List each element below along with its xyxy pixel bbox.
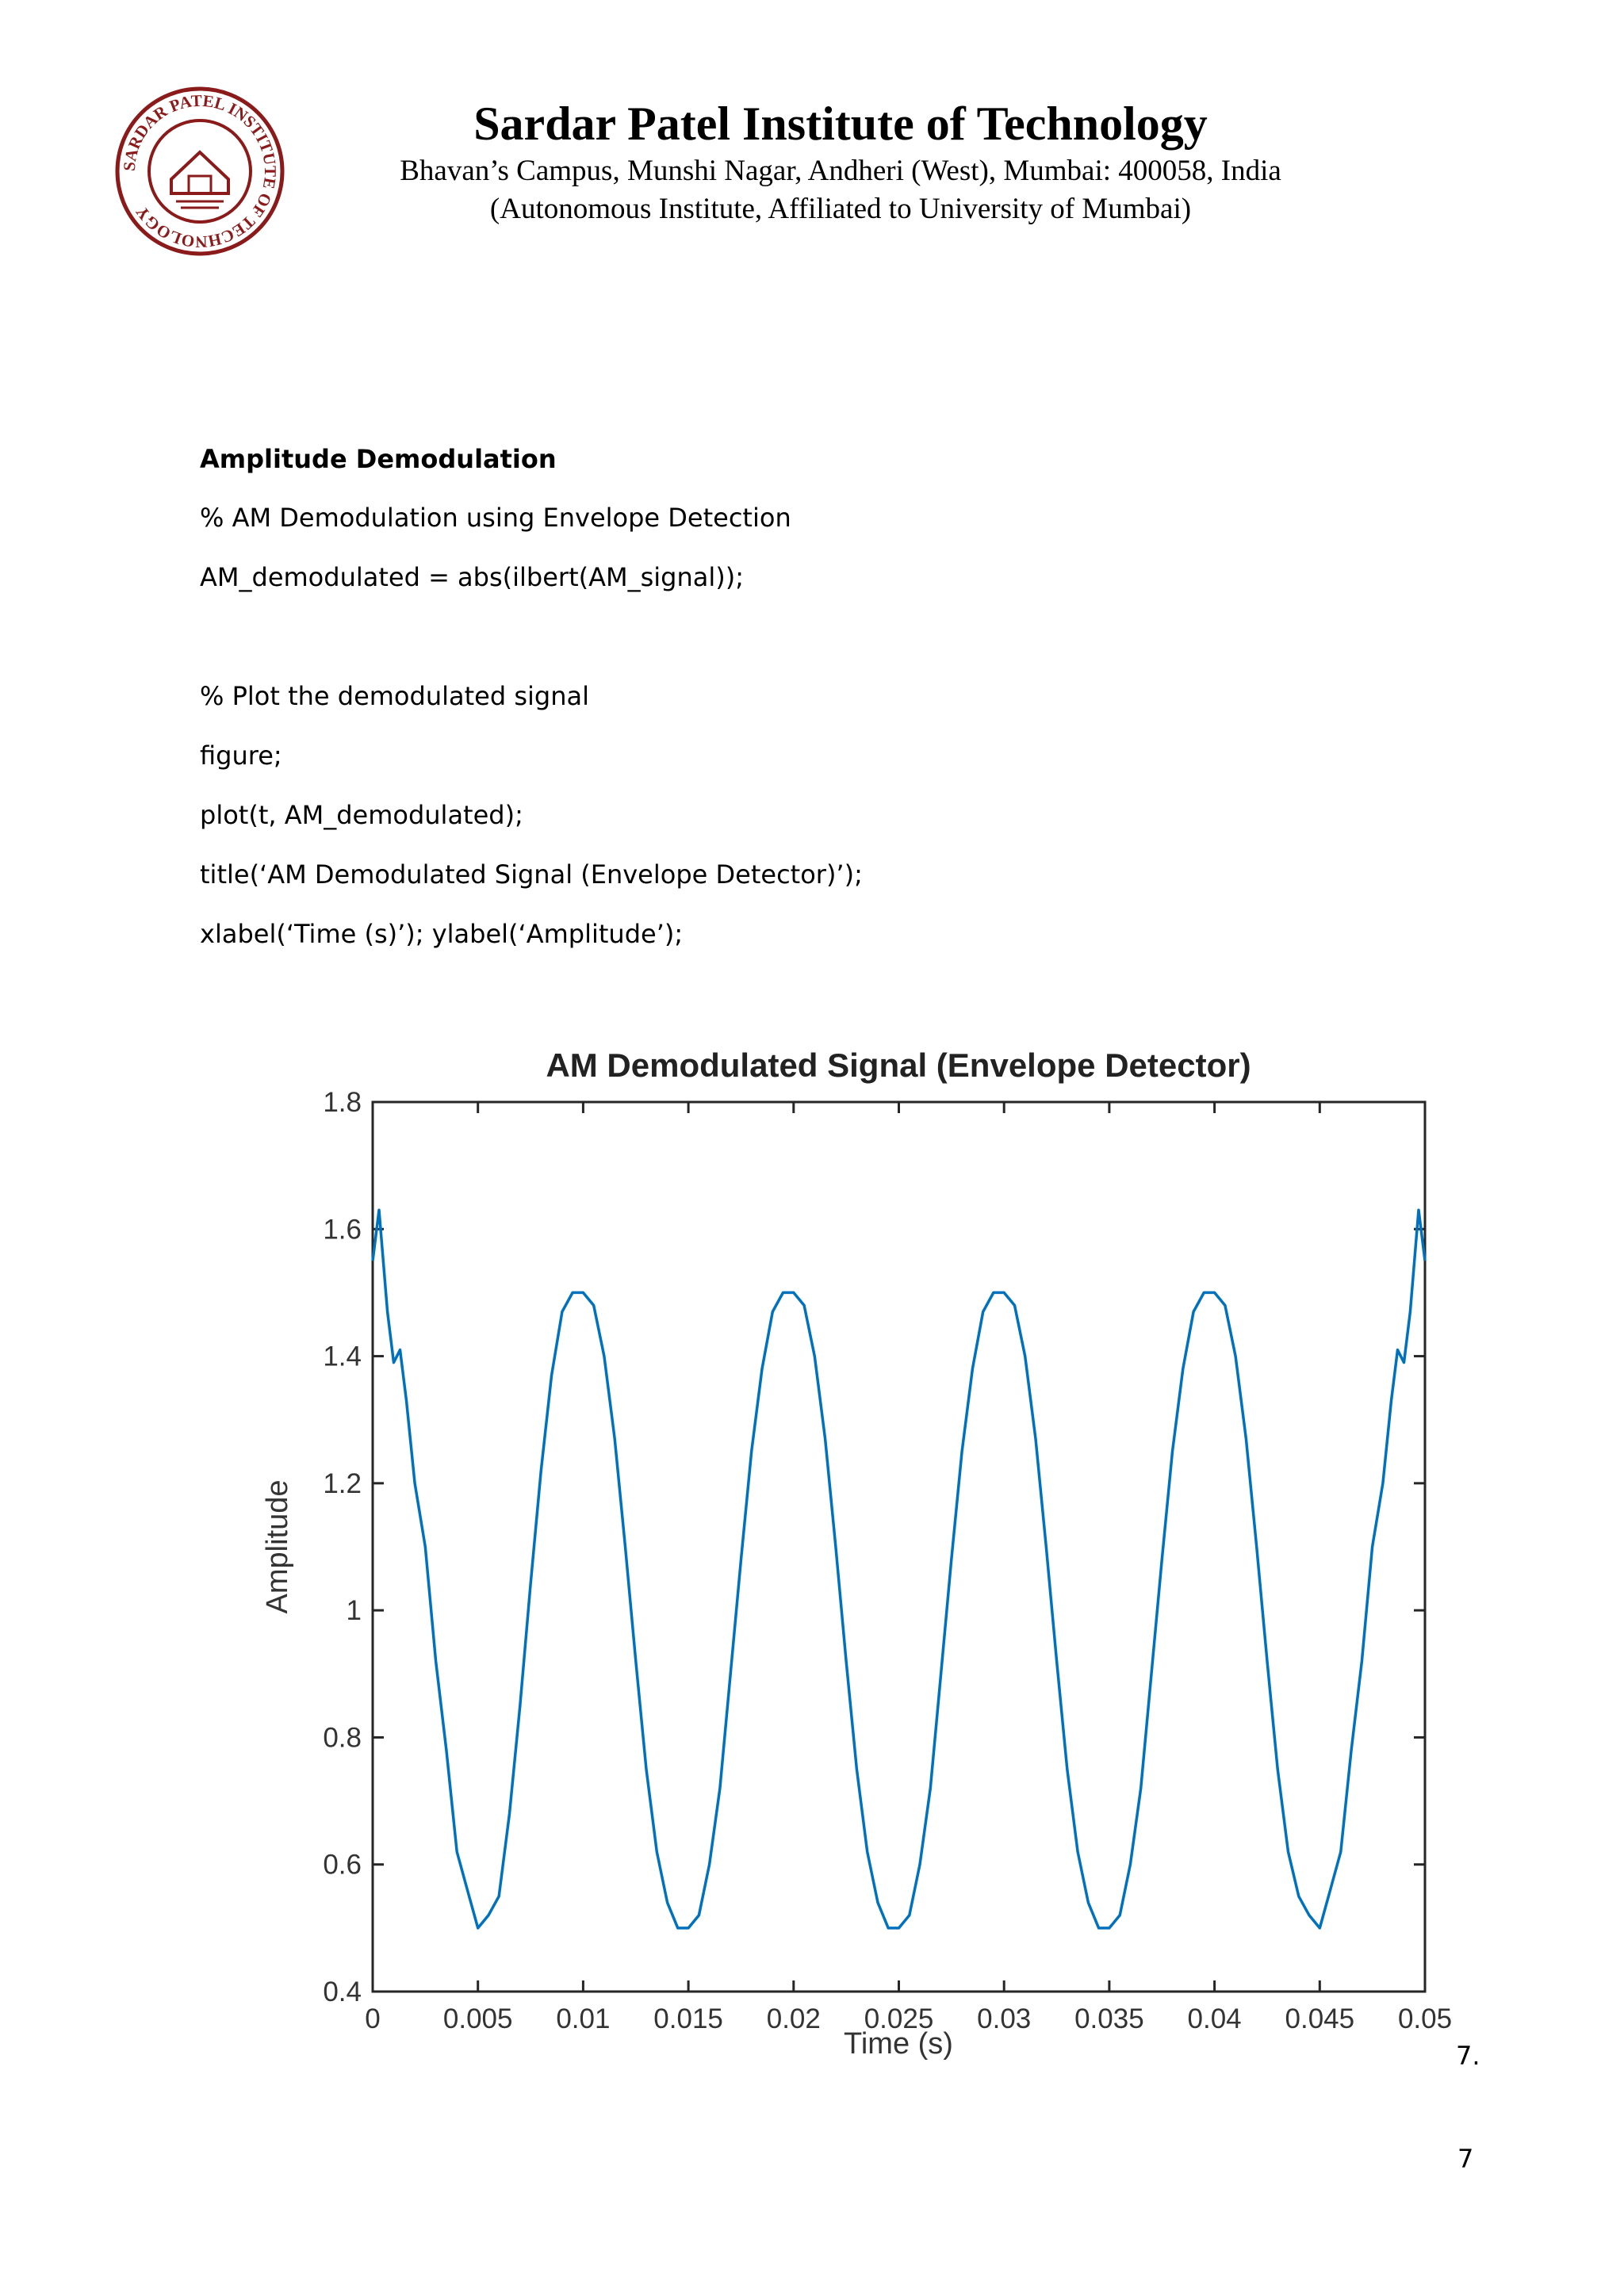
page-number: 7: [1457, 2144, 1474, 2174]
y-tick-label: 1.4: [323, 1341, 362, 1372]
code-line: xlabel(‘Time (s)’); ylabel(‘Amplitude’);: [200, 919, 684, 949]
institute-address: Bhavan’s Campus, Munshi Nagar, Andheri (West), Mumbai: 400058, India: [400, 155, 1281, 187]
x-tick-label: 0.015: [653, 2003, 723, 2034]
code-line: AM_demodulated = abs(ilbert(AM_signal));: [200, 562, 744, 592]
x-tick-label: 0: [365, 2003, 381, 2034]
code-line: % Plot the demodulated signal: [200, 681, 589, 711]
y-tick-label: 1: [346, 1595, 362, 1627]
x-tick-label: 0.02: [766, 2003, 821, 2034]
x-tick-label: 0.03: [977, 2003, 1032, 2034]
x-tick-label: 0.01: [556, 2003, 611, 2034]
x-tick-label: 0.05: [1397, 2003, 1453, 2034]
y-tick-label: 1.8: [323, 1087, 362, 1118]
x-axis-label: Time (s): [844, 2027, 953, 2061]
x-tick-label: 0.045: [1285, 2003, 1355, 2034]
letterhead: [301, 95, 1380, 228]
institute-affiliation: (Autonomous Institute, Affiliated to University of Mumbai): [489, 193, 1192, 225]
x-tick-label: 0.005: [442, 2003, 513, 2034]
code-line: figure;: [200, 740, 282, 771]
y-tick-label: 1.6: [323, 1214, 362, 1246]
y-axis-label: Amplitude: [261, 1479, 294, 1614]
chart-title: AM Demodulated Signal (Envelope Detector): [546, 1047, 1251, 1084]
seal-text: SARDAR PATEL INSTITUTE OF TECHNOLOGY: [119, 90, 281, 252]
x-tick-label: 0.04: [1187, 2003, 1242, 2034]
institute-seal-logo: [113, 84, 287, 258]
x-tick-label: 0.035: [1074, 2003, 1144, 2034]
code-line: title(‘AM Demodulated Signal (Envelope Detector)’);: [200, 859, 863, 890]
y-tick-label: 0.8: [323, 1722, 362, 1754]
code-line: plot(t, AM_demodulated);: [200, 800, 523, 830]
y-tick-label: 1.2: [323, 1468, 362, 1499]
demodulated-signal-chart: [246, 1047, 1483, 2061]
plot-area: [373, 1102, 1425, 1992]
x-tick-label: 0.025: [864, 2003, 934, 2034]
institute-name: Sardar Patel Institute of Technology: [473, 98, 1208, 150]
code-line: % AM Demodulation using Envelope Detection: [200, 503, 791, 533]
section-title: Amplitude Demodulation: [200, 444, 557, 474]
y-tick-label: 0.6: [323, 1849, 362, 1881]
y-tick-label: 0.4: [323, 1976, 362, 2007]
figure-number: 7.: [1456, 2041, 1480, 2071]
